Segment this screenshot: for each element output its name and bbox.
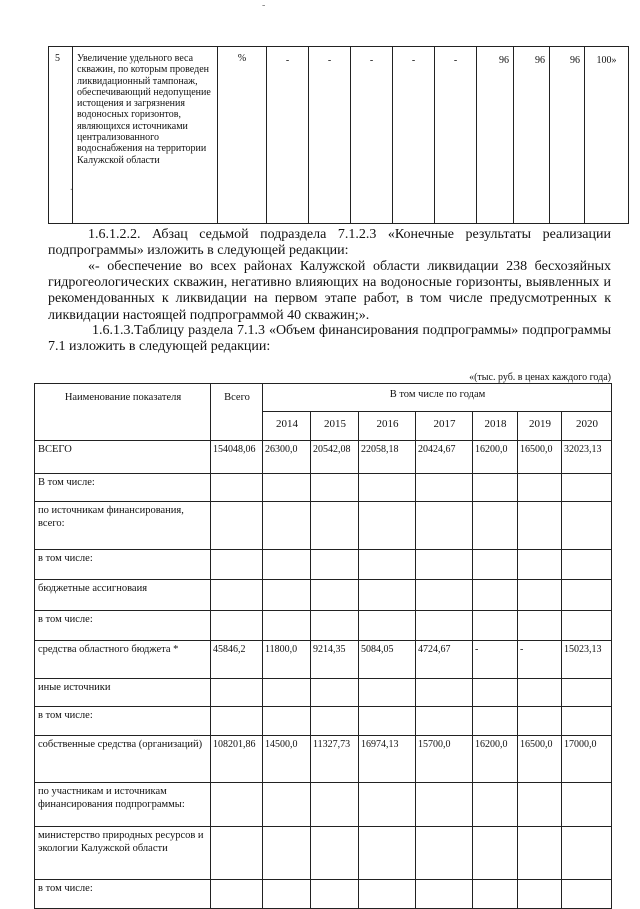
year-value-cell: 26300,0 xyxy=(263,441,311,474)
year-value-cell: 5084,05 xyxy=(359,641,416,679)
table-row xyxy=(35,783,612,827)
year-value-cell xyxy=(359,550,416,580)
year-value-cell xyxy=(473,474,518,502)
unit-cell: % xyxy=(218,47,267,224)
year-value-cell xyxy=(416,679,473,707)
year-value-cell xyxy=(416,474,473,502)
table-row xyxy=(35,736,612,783)
year-header: 2020 xyxy=(562,412,612,441)
year-value-cell xyxy=(311,550,359,580)
row-label: В том числе: xyxy=(35,474,211,502)
row-label: в том числе: xyxy=(35,550,211,580)
row-label: в том числе: xyxy=(35,611,211,641)
year-value-cell xyxy=(473,580,518,611)
table-row xyxy=(35,550,612,580)
year-value-cell xyxy=(311,880,359,909)
year-value-cell xyxy=(473,827,518,880)
year-value-cell: 11800,0 xyxy=(263,641,311,679)
year-value-cell xyxy=(311,580,359,611)
year-value-cell xyxy=(518,550,562,580)
year-value-cell xyxy=(359,502,416,550)
paragraph-1: 1.6.1.2.2. Абзац седьмой подраздела 7.1.2.3 «Конечные результаты реализации подпрограммы» изложить в следующей редакции: xyxy=(48,227,611,259)
year-value-cell xyxy=(562,783,612,827)
unit-note: «(тыс. руб. в ценах каждого года) xyxy=(469,372,611,383)
year-value-cell: 32023,13 xyxy=(562,441,612,474)
row-label: ВСЕГО xyxy=(35,441,211,474)
table-row xyxy=(35,580,612,611)
year-value-cell xyxy=(562,707,612,736)
year-value-cell: 16200,0 xyxy=(473,441,518,474)
year-value-cell xyxy=(359,474,416,502)
row-label: министерство природных ресурсов и экологии Калужской области xyxy=(35,827,211,880)
year-value-cell xyxy=(473,550,518,580)
value-cell: 100» xyxy=(585,47,629,224)
year-value-cell xyxy=(263,707,311,736)
year-value-cell xyxy=(473,611,518,641)
year-value-cell: 22058,18 xyxy=(359,441,416,474)
year-value-cell: 16200,0 xyxy=(473,736,518,783)
finance-table xyxy=(34,383,612,909)
total-cell xyxy=(211,679,263,707)
year-value-cell xyxy=(562,474,612,502)
year-value-cell xyxy=(311,827,359,880)
year-value-cell: - xyxy=(473,641,518,679)
year-value-cell: - xyxy=(518,641,562,679)
value-cell: - xyxy=(267,47,309,224)
table-row xyxy=(35,611,612,641)
value-cell: 96 xyxy=(514,47,550,224)
table-row xyxy=(35,679,612,707)
paragraph-3: 1.6.1.3.Таблицу раздела 7.1.3 «Объем финансирования подпрограммы» подпрограммы 7.1 изложить в следующей редакции: xyxy=(48,323,611,355)
total-cell: 45846,2 xyxy=(211,641,263,679)
row-label: по источникам финансирования, всего: xyxy=(35,502,211,550)
year-value-cell xyxy=(416,707,473,736)
year-value-cell: 17000,0 xyxy=(562,736,612,783)
year-value-cell xyxy=(359,611,416,641)
total-cell xyxy=(211,550,263,580)
year-value-cell: 16500,0 xyxy=(518,736,562,783)
year-value-cell xyxy=(416,502,473,550)
table-row xyxy=(35,502,612,550)
year-value-cell xyxy=(416,827,473,880)
row-label: средства областного бюджета * xyxy=(35,641,211,679)
value-cell: - xyxy=(435,47,477,224)
total-cell: 154048,06 xyxy=(211,441,263,474)
year-value-cell: 14500,0 xyxy=(263,736,311,783)
row-label: бюджетные ассигноваия xyxy=(35,580,211,611)
year-value-cell xyxy=(416,580,473,611)
scan-mark: . xyxy=(70,182,73,193)
header-row xyxy=(35,384,612,412)
year-value-cell xyxy=(518,580,562,611)
value-cell: - xyxy=(309,47,351,224)
year-value-cell xyxy=(359,783,416,827)
total-cell xyxy=(211,580,263,611)
year-value-cell xyxy=(473,880,518,909)
table-row xyxy=(35,441,612,474)
table-row xyxy=(35,880,612,909)
year-header: 2016 xyxy=(359,412,416,441)
total-cell xyxy=(211,611,263,641)
year-value-cell xyxy=(416,611,473,641)
year-value-cell xyxy=(473,502,518,550)
value-cell: 96 xyxy=(477,47,514,224)
year-value-cell xyxy=(562,880,612,909)
year-value-cell: 11327,73 xyxy=(311,736,359,783)
year-value-cell xyxy=(263,880,311,909)
paragraph-2: «- обеспечение во всех районах Калужской области ликвидации 238 бесхозяйных гидрогеологических скважин, негативно влияющих на водоносные горизонты, выявленных и рекомендованных к ликвидации на первом этапе работ, в том числе предусмотренных к ликвидации настоящей подпрограммой 40 скважин;». xyxy=(48,259,611,323)
year-value-cell: 16974,13 xyxy=(359,736,416,783)
year-value-cell xyxy=(263,679,311,707)
year-value-cell: 4724,67 xyxy=(416,641,473,679)
year-header: 2017 xyxy=(416,412,473,441)
year-value-cell xyxy=(359,827,416,880)
year-value-cell xyxy=(473,707,518,736)
year-value-cell xyxy=(562,550,612,580)
header-by-year: В том числе по годам xyxy=(263,384,612,412)
year-value-cell xyxy=(359,880,416,909)
year-value-cell xyxy=(518,611,562,641)
year-value-cell xyxy=(473,783,518,827)
year-value-cell xyxy=(263,502,311,550)
year-value-cell xyxy=(518,679,562,707)
year-value-cell xyxy=(518,783,562,827)
table-row xyxy=(35,827,612,880)
header-name: Наименование показателя xyxy=(35,384,211,441)
total-cell: 108201,86 xyxy=(211,736,263,783)
table-row xyxy=(49,47,629,224)
year-value-cell xyxy=(263,550,311,580)
year-value-cell: 16500,0 xyxy=(518,441,562,474)
year-value-cell xyxy=(518,880,562,909)
year-value-cell xyxy=(562,580,612,611)
year-value-cell xyxy=(518,474,562,502)
year-header: 2018 xyxy=(473,412,518,441)
year-value-cell: 15023,13 xyxy=(562,641,612,679)
header-total: Всего xyxy=(211,384,263,441)
value-cell: - xyxy=(351,47,393,224)
row-label: собственные средства (организаций) xyxy=(35,736,211,783)
row-number: 5 xyxy=(49,47,73,224)
total-cell xyxy=(211,827,263,880)
year-value-cell: 20424,67 xyxy=(416,441,473,474)
table-row xyxy=(35,474,612,502)
year-value-cell xyxy=(518,827,562,880)
value-cell: 96 xyxy=(550,47,585,224)
year-value-cell xyxy=(518,502,562,550)
row-label: в том числе: xyxy=(35,880,211,909)
year-value-cell xyxy=(359,580,416,611)
year-header: 2019 xyxy=(518,412,562,441)
total-cell xyxy=(211,880,263,909)
year-value-cell xyxy=(263,783,311,827)
year-value-cell xyxy=(263,580,311,611)
table-row xyxy=(35,641,612,679)
year-value-cell xyxy=(263,611,311,641)
total-cell xyxy=(211,474,263,502)
year-value-cell xyxy=(473,679,518,707)
year-value-cell xyxy=(311,679,359,707)
indicator-description: Увеличение удельного веса скважин, по которым проведен ликвидационный тампонаж, обеспечивающий недопущение истощения и загрязнения водоносных горизонтов, являющихся источниками централизованного водоснабжения на территории Калужской области xyxy=(73,47,218,224)
scan-mark: - xyxy=(262,0,266,11)
year-value-cell xyxy=(416,880,473,909)
year-value-cell xyxy=(416,550,473,580)
row-label: иные источники xyxy=(35,679,211,707)
year-value-cell xyxy=(562,502,612,550)
year-value-cell xyxy=(311,611,359,641)
total-cell xyxy=(211,502,263,550)
year-value-cell: 15700,0 xyxy=(416,736,473,783)
year-value-cell xyxy=(311,474,359,502)
indicator-table xyxy=(48,46,629,224)
year-value-cell xyxy=(416,783,473,827)
row-label: по участникам и источникам финансирования подпрограммы: xyxy=(35,783,211,827)
row-label: в том числе: xyxy=(35,707,211,736)
year-value-cell xyxy=(311,707,359,736)
total-cell xyxy=(211,783,263,827)
year-value-cell xyxy=(311,502,359,550)
year-value-cell: 20542,08 xyxy=(311,441,359,474)
year-value-cell xyxy=(311,783,359,827)
year-value-cell xyxy=(359,679,416,707)
year-value-cell xyxy=(263,474,311,502)
total-cell xyxy=(211,707,263,736)
year-value-cell xyxy=(518,707,562,736)
year-value-cell xyxy=(263,827,311,880)
year-value-cell xyxy=(562,827,612,880)
table-row xyxy=(35,707,612,736)
year-value-cell xyxy=(359,707,416,736)
year-header: 2015 xyxy=(311,412,359,441)
value-cell: - xyxy=(393,47,435,224)
year-header: 2014 xyxy=(263,412,311,441)
year-value-cell xyxy=(562,679,612,707)
year-value-cell: 9214,35 xyxy=(311,641,359,679)
year-value-cell xyxy=(562,611,612,641)
